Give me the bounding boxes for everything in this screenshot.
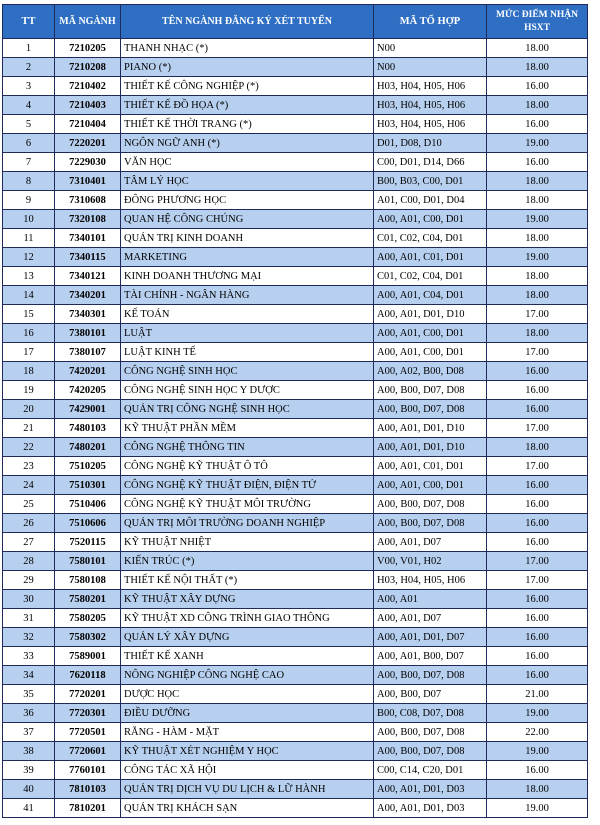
cell-major-code: 7720301 bbox=[55, 704, 121, 723]
cell-tt: 10 bbox=[3, 210, 55, 229]
cell-tt: 6 bbox=[3, 134, 55, 153]
cell-tt: 21 bbox=[3, 419, 55, 438]
table-row bbox=[3, 457, 588, 476]
cell-major-name: THIẾT KẾ XANH bbox=[121, 647, 374, 666]
cell-combination: C00, C14, C20, D01 bbox=[374, 761, 487, 780]
cell-score: 16.00 bbox=[487, 533, 588, 552]
cell-combination: A00, A01, C01, D01 bbox=[374, 248, 487, 267]
cell-major-name: RĂNG - HÀM - MẶT bbox=[121, 723, 374, 742]
cell-major-code: 7420201 bbox=[55, 362, 121, 381]
table-row bbox=[3, 590, 588, 609]
cell-tt: 35 bbox=[3, 685, 55, 704]
cell-combination: A00, A01, D01, D10 bbox=[374, 305, 487, 324]
cell-score: 16.00 bbox=[487, 761, 588, 780]
table-row bbox=[3, 286, 588, 305]
table-row bbox=[3, 419, 588, 438]
cell-major-name: QUẢN TRỊ DỊCH VỤ DU LỊCH & LỮ HÀNH bbox=[121, 780, 374, 799]
cell-score: 19.00 bbox=[487, 210, 588, 229]
cell-major-code: 7510301 bbox=[55, 476, 121, 495]
table-row bbox=[3, 552, 588, 571]
cell-combination: N00 bbox=[374, 58, 487, 77]
cell-score: 16.00 bbox=[487, 153, 588, 172]
cell-major-name: QUẢN TRỊ CÔNG NGHỆ SINH HỌC bbox=[121, 400, 374, 419]
cell-major-code: 7210403 bbox=[55, 96, 121, 115]
cell-score: 16.00 bbox=[487, 476, 588, 495]
cell-combination: A00, B00, D07, D08 bbox=[374, 381, 487, 400]
cell-score: 18.00 bbox=[487, 286, 588, 305]
table-row bbox=[3, 742, 588, 761]
cell-score: 16.00 bbox=[487, 362, 588, 381]
cell-combination: A00, A01, D07 bbox=[374, 533, 487, 552]
cell-major-name: THIẾT KẾ ĐỒ HỌA (*) bbox=[121, 96, 374, 115]
header-major-code: MÃ NGÀNH bbox=[55, 5, 121, 39]
cell-tt: 16 bbox=[3, 324, 55, 343]
cell-major-code: 7620118 bbox=[55, 666, 121, 685]
cell-combination: A00, B00, D07, D08 bbox=[374, 514, 487, 533]
cell-major-code: 7320108 bbox=[55, 210, 121, 229]
cell-major-name: KIẾN TRÚC (*) bbox=[121, 552, 374, 571]
cell-major-name: THIẾT KẾ NỘI THẤT (*) bbox=[121, 571, 374, 590]
cell-combination: A00, A01, C00, D01 bbox=[374, 324, 487, 343]
table-row bbox=[3, 115, 588, 134]
cell-score: 16.00 bbox=[487, 628, 588, 647]
cell-score: 17.00 bbox=[487, 419, 588, 438]
table-row bbox=[3, 685, 588, 704]
table-row bbox=[3, 400, 588, 419]
cell-major-name: QUẢN TRỊ MÔI TRƯỜNG DOANH NGHIỆP bbox=[121, 514, 374, 533]
header-tt: TT bbox=[3, 5, 55, 39]
table-row bbox=[3, 134, 588, 153]
cell-major-name: KINH DOANH THƯƠNG MẠI bbox=[121, 267, 374, 286]
cell-tt: 9 bbox=[3, 191, 55, 210]
cell-combination: V00, V01, H02 bbox=[374, 552, 487, 571]
cell-major-name: KỸ THUẬT NHIỆT bbox=[121, 533, 374, 552]
cell-score: 16.00 bbox=[487, 495, 588, 514]
cell-tt: 41 bbox=[3, 799, 55, 818]
cell-major-code: 7380101 bbox=[55, 324, 121, 343]
cell-score: 22.00 bbox=[487, 723, 588, 742]
cell-major-code: 7340121 bbox=[55, 267, 121, 286]
table-row bbox=[3, 58, 588, 77]
table-row bbox=[3, 647, 588, 666]
cell-tt: 18 bbox=[3, 362, 55, 381]
cell-major-name: VĂN HỌC bbox=[121, 153, 374, 172]
cell-major-name: CÔNG NGHỆ THÔNG TIN bbox=[121, 438, 374, 457]
cell-combination: H03, H04, H05, H06 bbox=[374, 77, 487, 96]
cell-combination: B00, B03, C00, D01 bbox=[374, 172, 487, 191]
cell-combination: D01, D08, D10 bbox=[374, 134, 487, 153]
cell-major-code: 7310401 bbox=[55, 172, 121, 191]
cell-combination: C00, D01, D14, D66 bbox=[374, 153, 487, 172]
table-row bbox=[3, 39, 588, 58]
cell-combination: A00, A01, C00, D01 bbox=[374, 210, 487, 229]
cell-tt: 25 bbox=[3, 495, 55, 514]
table-row bbox=[3, 229, 588, 248]
table-row bbox=[3, 77, 588, 96]
cell-combination: A00, B00, D07, D08 bbox=[374, 400, 487, 419]
cell-major-name: QUẢN TRỊ KINH DOANH bbox=[121, 229, 374, 248]
cell-score: 17.00 bbox=[487, 552, 588, 571]
cell-major-code: 7310608 bbox=[55, 191, 121, 210]
cell-tt: 23 bbox=[3, 457, 55, 476]
cell-major-code: 7580302 bbox=[55, 628, 121, 647]
admission-table-wrapper bbox=[2, 4, 588, 818]
cell-major-code: 7340201 bbox=[55, 286, 121, 305]
header-combination: MÃ TỔ HỢP bbox=[374, 5, 487, 39]
cell-combination: A00, A01 bbox=[374, 590, 487, 609]
cell-major-name: THANH NHẠC (*) bbox=[121, 39, 374, 58]
cell-major-name: LUẬT bbox=[121, 324, 374, 343]
cell-combination: H03, H04, H05, H06 bbox=[374, 96, 487, 115]
table-row bbox=[3, 628, 588, 647]
cell-major-name: TÀI CHÍNH - NGÂN HÀNG bbox=[121, 286, 374, 305]
cell-major-name: NÔNG NGHIỆP CÔNG NGHỆ CAO bbox=[121, 666, 374, 685]
cell-tt: 20 bbox=[3, 400, 55, 419]
cell-tt: 26 bbox=[3, 514, 55, 533]
cell-combination: H03, H04, H05, H06 bbox=[374, 115, 487, 134]
cell-combination: C01, C02, C04, D01 bbox=[374, 229, 487, 248]
cell-combination: A00, A01, D01, D10 bbox=[374, 419, 487, 438]
cell-combination: C01, C02, C04, D01 bbox=[374, 267, 487, 286]
cell-major-code: 7340301 bbox=[55, 305, 121, 324]
cell-score: 16.00 bbox=[487, 115, 588, 134]
cell-tt: 4 bbox=[3, 96, 55, 115]
cell-major-name: CÔNG NGHỆ SINH HỌC Y DƯỢC bbox=[121, 381, 374, 400]
cell-major-name: KỸ THUẬT XÉT NGHIỆM Y HỌC bbox=[121, 742, 374, 761]
cell-score: 19.00 bbox=[487, 248, 588, 267]
cell-major-name: MARKETING bbox=[121, 248, 374, 267]
cell-major-name: DƯỢC HỌC bbox=[121, 685, 374, 704]
cell-tt: 8 bbox=[3, 172, 55, 191]
cell-combination: A00, B00, D07, D08 bbox=[374, 495, 487, 514]
table-row bbox=[3, 571, 588, 590]
cell-tt: 13 bbox=[3, 267, 55, 286]
table-row bbox=[3, 609, 588, 628]
cell-major-code: 7810103 bbox=[55, 780, 121, 799]
cell-score: 18.00 bbox=[487, 229, 588, 248]
cell-major-code: 7210208 bbox=[55, 58, 121, 77]
cell-tt: 27 bbox=[3, 533, 55, 552]
cell-major-name: THIẾT KẾ CÔNG NGHIỆP (*) bbox=[121, 77, 374, 96]
table-row bbox=[3, 495, 588, 514]
cell-tt: 2 bbox=[3, 58, 55, 77]
cell-major-code: 7720501 bbox=[55, 723, 121, 742]
cell-combination: A00, B00, D07, D08 bbox=[374, 723, 487, 742]
cell-major-name: CÔNG NGHỆ SINH HỌC bbox=[121, 362, 374, 381]
cell-score: 18.00 bbox=[487, 58, 588, 77]
cell-score: 16.00 bbox=[487, 381, 588, 400]
cell-combination: A01, C00, D01, D04 bbox=[374, 191, 487, 210]
cell-score: 18.00 bbox=[487, 39, 588, 58]
cell-tt: 32 bbox=[3, 628, 55, 647]
cell-score: 16.00 bbox=[487, 77, 588, 96]
cell-major-code: 7580108 bbox=[55, 571, 121, 590]
cell-major-code: 7340101 bbox=[55, 229, 121, 248]
cell-tt: 31 bbox=[3, 609, 55, 628]
cell-major-code: 7589001 bbox=[55, 647, 121, 666]
cell-combination: A00, A01, D01, D03 bbox=[374, 799, 487, 818]
cell-major-name: KỸ THUẬT PHẦN MỀM bbox=[121, 419, 374, 438]
cell-major-code: 7580101 bbox=[55, 552, 121, 571]
cell-major-name: KỸ THUẬT XÂY DỰNG bbox=[121, 590, 374, 609]
cell-major-code: 7810201 bbox=[55, 799, 121, 818]
cell-major-name: QUẢN TRỊ KHÁCH SẠN bbox=[121, 799, 374, 818]
cell-major-code: 7229030 bbox=[55, 153, 121, 172]
cell-score: 19.00 bbox=[487, 704, 588, 723]
table-row bbox=[3, 666, 588, 685]
cell-tt: 1 bbox=[3, 39, 55, 58]
cell-score: 17.00 bbox=[487, 457, 588, 476]
cell-major-name: KỸ THUẬT XD CÔNG TRÌNH GIAO THÔNG bbox=[121, 609, 374, 628]
cell-major-name: CÔNG TÁC XÃ HỘI bbox=[121, 761, 374, 780]
cell-major-name: ĐIỀU DƯỠNG bbox=[121, 704, 374, 723]
table-header bbox=[3, 5, 588, 39]
cell-combination: A00, A01, B00, D07 bbox=[374, 647, 487, 666]
table-row bbox=[3, 761, 588, 780]
header-score bbox=[487, 5, 588, 39]
table-row bbox=[3, 210, 588, 229]
cell-tt: 30 bbox=[3, 590, 55, 609]
cell-major-code: 7340115 bbox=[55, 248, 121, 267]
cell-combination: B00, C08, D07, D08 bbox=[374, 704, 487, 723]
cell-tt: 33 bbox=[3, 647, 55, 666]
cell-combination: A00, B00, D07 bbox=[374, 685, 487, 704]
cell-major-name: QUẢN LÝ XÂY DỰNG bbox=[121, 628, 374, 647]
cell-score: 17.00 bbox=[487, 571, 588, 590]
cell-major-code: 7510606 bbox=[55, 514, 121, 533]
table-row bbox=[3, 438, 588, 457]
table-row bbox=[3, 780, 588, 799]
cell-major-code: 7220201 bbox=[55, 134, 121, 153]
table-row bbox=[3, 362, 588, 381]
table-row bbox=[3, 172, 588, 191]
header-major-name: TÊN NGÀNH ĐĂNG KÝ XÉT TUYỂN bbox=[121, 5, 374, 39]
cell-score: 16.00 bbox=[487, 400, 588, 419]
cell-tt: 22 bbox=[3, 438, 55, 457]
header-score-line2: HSXT bbox=[524, 22, 550, 33]
cell-tt: 17 bbox=[3, 343, 55, 362]
cell-tt: 36 bbox=[3, 704, 55, 723]
cell-score: 18.00 bbox=[487, 438, 588, 457]
cell-tt: 39 bbox=[3, 761, 55, 780]
cell-combination: A00, A01, C00, D01 bbox=[374, 476, 487, 495]
cell-score: 21.00 bbox=[487, 685, 588, 704]
cell-major-code: 7480201 bbox=[55, 438, 121, 457]
cell-score: 19.00 bbox=[487, 799, 588, 818]
cell-score: 16.00 bbox=[487, 590, 588, 609]
cell-major-code: 7429001 bbox=[55, 400, 121, 419]
cell-major-name: QUAN HỆ CÔNG CHÚNG bbox=[121, 210, 374, 229]
cell-score: 18.00 bbox=[487, 191, 588, 210]
table-row bbox=[3, 476, 588, 495]
table-row bbox=[3, 153, 588, 172]
cell-major-code: 7720601 bbox=[55, 742, 121, 761]
cell-combination: A00, A01, D01, D07 bbox=[374, 628, 487, 647]
cell-major-code: 7510406 bbox=[55, 495, 121, 514]
cell-combination: A00, A01, C00, D01 bbox=[374, 343, 487, 362]
cell-major-name: KẾ TOÁN bbox=[121, 305, 374, 324]
cell-score: 18.00 bbox=[487, 324, 588, 343]
header-row bbox=[3, 5, 588, 39]
cell-major-name: THIẾT KẾ THỜI TRANG (*) bbox=[121, 115, 374, 134]
cell-combination: A00, A02, B00, D08 bbox=[374, 362, 487, 381]
cell-score: 19.00 bbox=[487, 134, 588, 153]
cell-combination: A00, B00, D07, D08 bbox=[374, 742, 487, 761]
table-row bbox=[3, 191, 588, 210]
cell-major-code: 7480103 bbox=[55, 419, 121, 438]
cell-major-code: 7510205 bbox=[55, 457, 121, 476]
cell-combination: A00, B00, D07, D08 bbox=[374, 666, 487, 685]
table-row bbox=[3, 343, 588, 362]
cell-major-name: PIANO (*) bbox=[121, 58, 374, 77]
cell-score: 17.00 bbox=[487, 343, 588, 362]
cell-combination: A00, A01, D01, D10 bbox=[374, 438, 487, 457]
cell-tt: 29 bbox=[3, 571, 55, 590]
cell-tt: 7 bbox=[3, 153, 55, 172]
table-row bbox=[3, 533, 588, 552]
cell-score: 16.00 bbox=[487, 514, 588, 533]
table-row bbox=[3, 514, 588, 533]
cell-major-name: CÔNG NGHỆ KỸ THUẬT MÔI TRƯỜNG bbox=[121, 495, 374, 514]
cell-tt: 34 bbox=[3, 666, 55, 685]
cell-major-name: LUẬT KINH TẾ bbox=[121, 343, 374, 362]
cell-tt: 12 bbox=[3, 248, 55, 267]
table-row bbox=[3, 704, 588, 723]
table-body bbox=[3, 39, 588, 818]
cell-score: 17.00 bbox=[487, 305, 588, 324]
cell-tt: 40 bbox=[3, 780, 55, 799]
cell-score: 18.00 bbox=[487, 267, 588, 286]
cell-tt: 37 bbox=[3, 723, 55, 742]
cell-score: 18.00 bbox=[487, 172, 588, 191]
cell-combination: A00, A01, C04, D01 bbox=[374, 286, 487, 305]
cell-score: 16.00 bbox=[487, 647, 588, 666]
cell-tt: 19 bbox=[3, 381, 55, 400]
cell-tt: 15 bbox=[3, 305, 55, 324]
table-row bbox=[3, 324, 588, 343]
cell-tt: 5 bbox=[3, 115, 55, 134]
cell-major-code: 7210205 bbox=[55, 39, 121, 58]
cell-tt: 38 bbox=[3, 742, 55, 761]
table-row bbox=[3, 305, 588, 324]
header-score-line1: MỨC ĐIỂM NHẬN bbox=[496, 9, 578, 20]
cell-score: 18.00 bbox=[487, 96, 588, 115]
table-row bbox=[3, 799, 588, 818]
cell-score: 16.00 bbox=[487, 609, 588, 628]
cell-combination: A00, A01, D07 bbox=[374, 609, 487, 628]
cell-tt: 3 bbox=[3, 77, 55, 96]
cell-major-name: CÔNG NGHỆ KỸ THUẬT ĐIỆN, ĐIỆN TỬ bbox=[121, 476, 374, 495]
cell-major-code: 7210402 bbox=[55, 77, 121, 96]
table-row bbox=[3, 267, 588, 286]
cell-combination: N00 bbox=[374, 39, 487, 58]
cell-major-code: 7580205 bbox=[55, 609, 121, 628]
cell-tt: 14 bbox=[3, 286, 55, 305]
cell-major-code: 7420205 bbox=[55, 381, 121, 400]
cell-major-name: ĐÔNG PHƯƠNG HỌC bbox=[121, 191, 374, 210]
cell-major-code: 7380107 bbox=[55, 343, 121, 362]
admission-score-table bbox=[2, 4, 588, 818]
cell-major-code: 7210404 bbox=[55, 115, 121, 134]
cell-major-name: TÂM LÝ HỌC bbox=[121, 172, 374, 191]
cell-tt: 24 bbox=[3, 476, 55, 495]
cell-major-name: NGÔN NGỮ ANH (*) bbox=[121, 134, 374, 153]
cell-major-code: 7720201 bbox=[55, 685, 121, 704]
cell-major-code: 7520115 bbox=[55, 533, 121, 552]
cell-tt: 11 bbox=[3, 229, 55, 248]
cell-major-code: 7580201 bbox=[55, 590, 121, 609]
cell-combination: A00, A01, D01, D03 bbox=[374, 780, 487, 799]
cell-score: 18.00 bbox=[487, 780, 588, 799]
cell-combination: H03, H04, H05, H06 bbox=[374, 571, 487, 590]
table-row bbox=[3, 96, 588, 115]
cell-score: 16.00 bbox=[487, 666, 588, 685]
table-row bbox=[3, 248, 588, 267]
cell-major-code: 7760101 bbox=[55, 761, 121, 780]
cell-major-name: CÔNG NGHỆ KỸ THUẬT Ô TÔ bbox=[121, 457, 374, 476]
cell-score: 19.00 bbox=[487, 742, 588, 761]
cell-tt: 28 bbox=[3, 552, 55, 571]
table-row bbox=[3, 723, 588, 742]
table-row bbox=[3, 381, 588, 400]
cell-combination: A00, A01, C01, D01 bbox=[374, 457, 487, 476]
